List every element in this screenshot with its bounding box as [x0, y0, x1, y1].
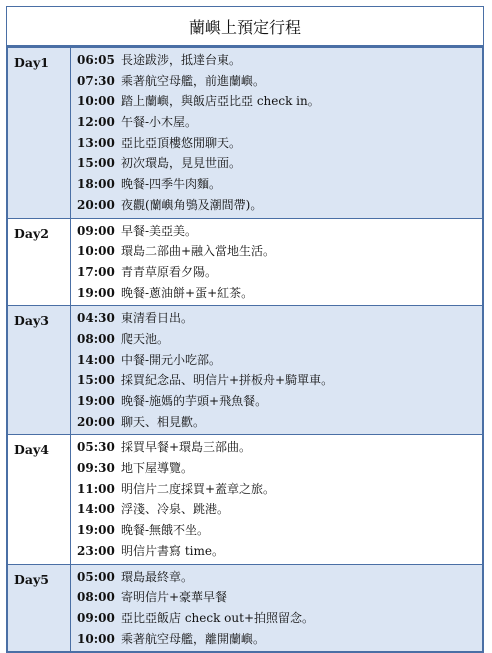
day-label: Day4 — [8, 435, 71, 564]
entry-description: 初次環島，見見世面。 — [121, 156, 242, 171]
day-row — [8, 306, 483, 435]
schedule-entry — [77, 629, 482, 650]
day-row — [8, 435, 483, 564]
entry-description: 明信片書寫 time。 — [121, 543, 224, 558]
schedule-entry — [77, 391, 482, 412]
entry-time: 15:00 — [77, 156, 115, 171]
entry-time: 13:00 — [77, 135, 115, 150]
entry-time: 08:00 — [77, 590, 115, 605]
schedule-entry — [77, 437, 482, 458]
entry-description: 東清看日出。 — [121, 311, 194, 326]
schedule-entry — [77, 221, 482, 242]
schedule-entry — [77, 520, 482, 541]
day-label: Day5 — [8, 564, 71, 652]
entry-time: 05:00 — [77, 569, 115, 584]
schedule-entry — [77, 133, 482, 154]
entry-time: 12:00 — [77, 115, 115, 130]
entry-time: 20:00 — [77, 197, 115, 212]
entry-description: 亞比亞頂樓悠閒聊天。 — [121, 135, 242, 150]
entry-time: 19:00 — [77, 523, 115, 538]
day-label: Day3 — [8, 306, 71, 435]
schedule-entry — [77, 412, 482, 433]
entry-time: 09:00 — [77, 223, 115, 238]
schedule-entry — [77, 50, 482, 71]
schedule-entry — [77, 195, 482, 216]
entry-description: 青青草原看夕陽。 — [121, 264, 218, 279]
entry-time: 15:00 — [77, 373, 115, 388]
day-row — [8, 48, 483, 219]
entry-description: 長途跋涉，抵達台東。 — [121, 53, 242, 67]
schedule-entry — [77, 174, 482, 195]
entry-description: 聊天、相見歡。 — [121, 414, 206, 429]
schedule-entry — [77, 329, 482, 350]
schedule-entry — [77, 608, 482, 629]
entry-description: 乘著航空母艦，離開蘭嶼。 — [121, 631, 266, 646]
entry-description: 晚餐-施媽的芋頭+飛魚餐。 — [121, 394, 268, 408]
entry-time: 17:00 — [77, 264, 115, 279]
entry-description: 採買早餐+環島三部曲。 — [121, 440, 252, 455]
schedule-entry — [77, 308, 482, 329]
entry-time: 06:05 — [77, 53, 115, 67]
entry-description: 中餐-開元小吃部。 — [121, 352, 222, 367]
schedule-entry — [77, 479, 482, 500]
schedule-entry — [77, 370, 482, 391]
entry-time: 10:00 — [77, 631, 115, 646]
entry-time: 19:00 — [77, 394, 115, 408]
schedule-entry — [77, 241, 482, 262]
schedule-entry — [77, 541, 482, 562]
schedule-entry — [77, 262, 482, 283]
entry-description: 採買紀念品、明信片+拼板舟+騎單車。 — [121, 373, 334, 388]
entry-time: 11:00 — [77, 481, 115, 496]
schedule-entry — [77, 283, 482, 304]
entry-time: 10:00 — [77, 244, 115, 259]
schedule-entry — [77, 153, 482, 174]
schedule-entry — [77, 112, 482, 133]
schedule-entry — [77, 91, 482, 112]
entry-description: 乘著航空母艦，前進蘭嶼。 — [121, 73, 266, 88]
entry-description: 環島二部曲+融入當地生活。 — [121, 244, 276, 259]
entry-time: 05:30 — [77, 440, 115, 455]
entry-time: 04:30 — [77, 311, 115, 326]
entry-description: 晚餐-蔥油餅+蛋+紅茶。 — [121, 285, 254, 300]
entry-time: 10:00 — [77, 94, 115, 109]
entry-time: 18:00 — [77, 177, 115, 192]
schedule-entry — [77, 350, 482, 371]
entry-time: 14:00 — [77, 502, 115, 517]
entry-description: 爬天池。 — [121, 331, 170, 346]
schedule-entry — [77, 71, 482, 92]
itinerary-table — [7, 47, 483, 652]
entry-time: 09:00 — [77, 610, 115, 625]
day-row — [8, 564, 483, 652]
schedule-entry — [77, 587, 482, 608]
entry-description: 明信片二度採買+蓋章之旅。 — [121, 481, 276, 496]
schedule-entry — [77, 458, 482, 479]
day-schedule — [71, 306, 483, 435]
entry-description: 早餐-美亞美。 — [121, 223, 198, 238]
itinerary-sheet — [6, 6, 484, 653]
entry-description: 地下屋導覽。 — [121, 461, 194, 476]
entry-description: 浮淺、冷泉、跳港。 — [121, 502, 230, 517]
entry-description: 晚餐-四季牛肉麵。 — [121, 177, 222, 192]
entry-time: 14:00 — [77, 352, 115, 367]
itinerary-title: 蘭嶼上預定行程 — [7, 7, 483, 47]
schedule-entry — [77, 567, 482, 588]
entry-time: 08:00 — [77, 331, 115, 346]
schedule-entry — [77, 499, 482, 520]
entry-time: 07:30 — [77, 73, 115, 88]
day-schedule — [71, 435, 483, 564]
day-schedule — [71, 564, 483, 652]
day-row — [8, 218, 483, 306]
entry-time: 09:30 — [77, 461, 115, 476]
entry-description: 夜觀(蘭嶼角鴞及潮間帶)。 — [121, 197, 263, 212]
entry-description: 環島最終章。 — [121, 569, 194, 584]
entry-time: 20:00 — [77, 414, 115, 429]
day-label: Day2 — [8, 218, 71, 306]
entry-description: 寄明信片+豪華早餐 — [121, 590, 228, 605]
entry-description: 踏上蘭嶼，與飯店亞比亞 check in。 — [121, 94, 320, 109]
entry-description: 午餐-小木屋。 — [121, 115, 198, 130]
entry-time: 23:00 — [77, 543, 115, 558]
day-label: Day1 — [8, 48, 71, 219]
day-schedule — [71, 48, 483, 219]
day-schedule — [71, 218, 483, 306]
entry-description: 晚餐-無餓不坐。 — [121, 523, 210, 538]
entry-description: 亞比亞飯店 check out+拍照留念。 — [121, 610, 315, 625]
entry-time: 19:00 — [77, 285, 115, 300]
